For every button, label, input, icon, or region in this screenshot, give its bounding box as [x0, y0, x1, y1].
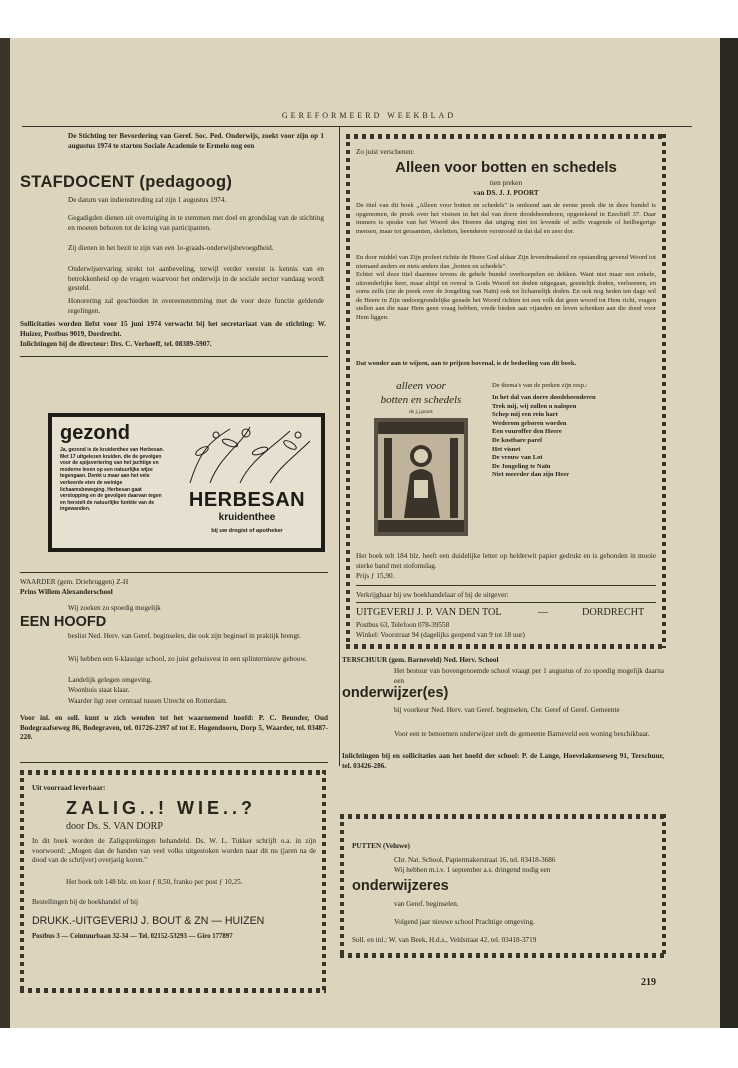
- cover-title-line2: botten en schedels: [380, 394, 462, 406]
- stafdocent-salary: Honorering zal geschieden in overeenstemming met de voor deze functie geldende regelingen.: [68, 297, 324, 315]
- waarder-place: WAARDER (gem. Driebruggen) Z-H: [20, 578, 129, 586]
- botten-body-2: En door middel van Zijn profeet richtte de Heere God aldaar Zijn levendmakend en opstanding gevend Woord tot niemand anders en niets anders dan „botten en schedels".: [356, 254, 656, 270]
- divider: [356, 602, 656, 603]
- botten-schedels-ad: [346, 134, 666, 650]
- terschuur-contact: Inlichtingen bij en sollicitaties aan het hoofd der school: P. de Lange, Hoevelakenseweg 91, Terschuur, tel. 03426-286.: [342, 752, 664, 770]
- putten-ad: [340, 814, 666, 960]
- zalig-wie-order: Bestellingen bij de boekhandel of bij: [32, 898, 138, 906]
- botten-body-4: Dat wonder aan te wijzen, aan te prijzen bovenal, is de bedoeling van dit boek.: [356, 360, 577, 367]
- themes-list: [492, 394, 662, 480]
- prophet-illustration: [374, 418, 468, 536]
- theme-item: Het visnet: [492, 445, 521, 453]
- herbesan-subtitle: kruidenthee: [218, 512, 276, 523]
- waarder-school: Prins Willem Alexanderschool: [20, 588, 113, 596]
- zigzag-border-right: [662, 134, 666, 648]
- stafdocent-title: STAFDOCENT (pedagoog): [20, 173, 233, 191]
- zalig-wie-ad: [20, 770, 326, 996]
- scan-edge-right: [720, 38, 738, 1028]
- waarder-location: Landelijk gelegen omgeving.: [68, 676, 153, 684]
- putten-place: PUTTEN (Veluwe): [352, 842, 410, 850]
- column-divider: [339, 126, 340, 766]
- waarder-title: EEN HOOFD: [20, 614, 107, 630]
- cover-title-line1: alleen voor: [396, 380, 446, 392]
- zalig-wie-address: Postbus 3 — Ceintuurbaan 32-34 — Tel. 02152-53293 — Giro 177897: [32, 933, 233, 940]
- botten-price: Prijs ƒ 15,90.: [356, 572, 395, 580]
- botten-availability: Verkrijgbaar bij uw boekhandelaar of bij de uitgever:: [356, 591, 509, 599]
- divider: [20, 762, 328, 763]
- herbesan-ad: [48, 413, 325, 552]
- zigzag-border-top: [20, 770, 326, 775]
- theme-item: Trek mij, wij zullen u nalopen: [492, 402, 577, 410]
- waarder-seek: Wij zoeken zo spoedig mogelijk: [68, 604, 161, 612]
- putten-request: Wij hebben m.i.v. 1 september a.s. dringend nodig een: [394, 866, 551, 874]
- theme-item: De Jongeling te Naïn: [492, 462, 551, 470]
- botten-body-3: Echter wil deze titel daarmee tevens de gehele bundel overkoepelen en dekken. Want niet maar een enkele, uitzonderlijke keer, maar altijd en overal is Gods Woord tot doden uitgegaan, geestelijk doden, verlorenen, en soms zelfs (zie de preek over de Jongeling van Naïn) ook tot lichamelijk doden. En ook nog heden ten dage wil de Heere in Zijn ondoorgrondelijke genade het Woord richten tot een volk dat geen woord tot Hem richt, vragen stellen aan die naar Hem geen vraag hebben, vrede bieden aan vijanden en leven schenken aan die dood voor Hem liggen.: [356, 271, 656, 321]
- zigzag-border-top: [346, 134, 666, 139]
- zigzag-border-left: [20, 770, 24, 992]
- zalig-wie-description: In dit boek worden de Zaligsprekingen behandeld. Ds. W. L. Tukker schrijft o.a. in zijn voorwoord: „Mogen dan de handen van veel volks uitgestoken worden naar dit nu (jaren na de dood van de schrijver) overjarig koren.": [32, 837, 316, 865]
- terschuur-request: Het bestuur van bovengenoemde school vraagt per 1 augustus of zo spoedig mogelijk daarna een: [394, 667, 664, 685]
- divider: [20, 572, 328, 573]
- zalig-wie-author: door Ds. S. VAN DORP: [66, 821, 163, 832]
- scan-margin-top: [0, 0, 738, 38]
- herbesan-brand: HERBESAN: [188, 489, 306, 511]
- running-title: GEREFORMEERD WEEKBLAD: [281, 111, 457, 120]
- theme-item: De kostbare parel: [492, 436, 542, 444]
- botten-shop: Winkel: Voorstraat 94 (dagelijks geopend van 9 tot 18 uur): [356, 631, 525, 639]
- theme-item: Een vuuroffer den Heere: [492, 428, 562, 436]
- waarder-requirement: beslist Ned. Herv. van Geref. beginselen, die ook zijn beginsel in praktijk brengt.: [68, 632, 301, 640]
- terschuur-title: onderwijzer(es): [342, 685, 449, 701]
- zalig-wie-title: ZALIG..! WIE..?: [66, 798, 256, 818]
- herbesan-gezond: gezond: [60, 422, 130, 444]
- page-number: 219: [641, 977, 656, 988]
- theme-item: De vrouw van Lot: [492, 454, 543, 462]
- theme-item: Wederom geboren worden: [492, 419, 567, 427]
- putten-school: Chr. Nat. School, Papiermakerstraat 16, tel. 03418-3686: [394, 856, 556, 864]
- stafdocent-conditions: Gegadigden dienen uit overtuiging in te stemmen met doel en grondslag van de stichting en moeten behoren tot de kring van participanten.: [68, 214, 324, 232]
- botten-city: DORDRECHT: [582, 607, 645, 618]
- stafdocent-experience: Onderwijservaring strekt tot aanbeveling, terwijl verder vereist is kennis van en betrokkenheid op de vragen waarvoor het onderwijs in de sociale sector vandaag wordt gesteld.: [68, 265, 324, 293]
- waarder-contact: Voor inl. en soll. kunt u zich wenden tot het waarnemend hoofd: P. C. Beunder, Oud Bodegraafseweg 86, Bodegraven, tel. 01726-2397 of tot E. Hogendoorn, Dorp 5, Waarder, tel. 03487-220.: [20, 714, 328, 742]
- botten-just-published: Zo juist verschenen:: [356, 148, 415, 156]
- stafdocent-contact: Inlichtingen bij de directeur: Drs. C. Verhoeff, tel. 08389-5907.: [20, 340, 212, 348]
- terschuur-housing: Voor een te benoemen onderwijzer stelt de gemeente Barneveld een woning beschikbaar.: [394, 730, 650, 738]
- theme-item: Niet meerder dan zijn Heer: [492, 471, 570, 479]
- botten-subtitle: tien preken: [489, 179, 523, 187]
- scan-edge-left: [0, 38, 10, 1028]
- book-cover: [356, 378, 486, 540]
- stafdocent-qualification: Zij dienen in het bezit te zijn van een 1e-graads-onderwijsbevoegdheid.: [68, 244, 274, 252]
- herbs-illustration: [180, 421, 316, 487]
- botten-specs: Het boek telt 184 blz. heeft een duidelijke letter op helderwit papier gedrukt en is gebonden in mooie sterke band met stofomslag.: [356, 552, 656, 570]
- botten-title: Alleen voor botten en schedels: [395, 159, 617, 176]
- botten-author: van DS. J. J. POORT: [473, 189, 539, 197]
- zalig-wie-publisher: DRUKK.-UITGEVERIJ J. BOUT & ZN — HUIZEN: [32, 915, 265, 927]
- cover-author: ds j.j.poort: [409, 409, 433, 415]
- waarder-school-info: Wij hebben een 6-klassige school, zo juist gehuisvest in een splinternieuw gebouw.: [68, 655, 307, 663]
- terschuur-preference: bij voorkeur Ned. Herv. van Geref. beginselen, Chr. Geref of Geref. Gemeente: [394, 706, 620, 714]
- zigzag-border-bottom: [340, 953, 666, 958]
- theme-item: Schep mij een rein hart: [492, 411, 558, 419]
- botten-body-1: De titel van dit boek „Alleen voor botten en schedels" is ontleend aan de eerste preek die in deze bundel is opgenomen, de preek over het visioen in het dal van dorre doodsbeenderen, opgetekend in Ezechiël 37. Daar immers is sprake van het Woord des Heeren dat uitging niet tot levende of zelfs vragende of heilbegerige mensen, maar tot geraamten, skeletten, beenderen verstrooid in dat dal en zeer dor.: [356, 202, 656, 235]
- botten-dash: —: [538, 607, 549, 618]
- botten-publisher: UITGEVERIJ J. P. VAN DEN TOL: [356, 607, 502, 618]
- zigzag-border-bottom: [20, 988, 326, 993]
- zalig-wie-price: Het boek telt 148 blz. en kost ƒ 8,50, franko per post ƒ 10,25.: [66, 878, 243, 886]
- zigzag-border-bottom: [346, 644, 666, 649]
- themes-heading: De thema's van de preken zijn resp.:: [492, 382, 588, 389]
- botten-address: Postbus 63, Telefoon 078-39558: [356, 621, 450, 629]
- zigzag-border-right: [662, 814, 666, 957]
- putten-contact: Soll. en inl.: W. van Beek, H.d.s., Veldstraat 42, tel. 03418-3719: [352, 936, 537, 944]
- putten-title: onderwijzeres: [352, 878, 449, 894]
- waarder-house: Woonhuis staat klaar.: [68, 686, 130, 694]
- divider: [356, 585, 656, 586]
- stafdocent-intro: De Stichting ter Bevordering van Geref. Soc. Ped. Onderwijs, zoekt voor zijn op 1 augustus 1974 te starten Sociale Academie te Ermelo nog een: [68, 132, 324, 150]
- terschuur-place: TERSCHUUR (gem. Barneveld) Ned. Herv. School: [342, 656, 499, 664]
- putten-new-school: Volgend jaar nieuwe school Prachtige omgeving.: [394, 918, 535, 926]
- herbesan-body: Ja, gezond is de kruidenthee van Herbesan. Met 17 uitgelezen kruiden, die de gevolgen voor de spijsvertering van het jachtige en moderne leven op een natuurlijke wijze tegengaan. Denkt u maar aan het vele verkeerde eten de weinige lichaamsbeweging. Herbesan gaat verstopping en de gevolgen daarvan tegen en herstelt de natuurlijke funktie van de ingewanden.: [60, 447, 164, 513]
- zigzag-border-right: [322, 770, 326, 992]
- stafdocent-application: Sollicitaties worden liefst voor 15 juni 1974 verwacht bij het secretariaat van de stichting: W. Huizer, Postbus 9019, Dordrecht.: [20, 320, 326, 338]
- theme-item: In het dal van dorre doodsbeenderen: [492, 394, 596, 401]
- zigzag-border-left: [346, 134, 350, 648]
- zalig-wie-label: Uit voorraad leverbaar:: [32, 784, 106, 792]
- herbesan-dealer: bij uw drogist of apotheker: [211, 528, 283, 534]
- stafdocent-start-date: De datum van indiensttreding zal zijn 1 augustus 1974.: [68, 196, 227, 204]
- header-rule: [22, 126, 692, 127]
- waarder-central: Waarder ligt zeer centraal tussen Utrecht en Rotterdam.: [68, 697, 228, 705]
- divider: [20, 356, 328, 357]
- zigzag-border-left: [340, 814, 344, 957]
- putten-principles: van Geref. beginselen.: [394, 900, 459, 908]
- zigzag-border-top: [340, 814, 666, 819]
